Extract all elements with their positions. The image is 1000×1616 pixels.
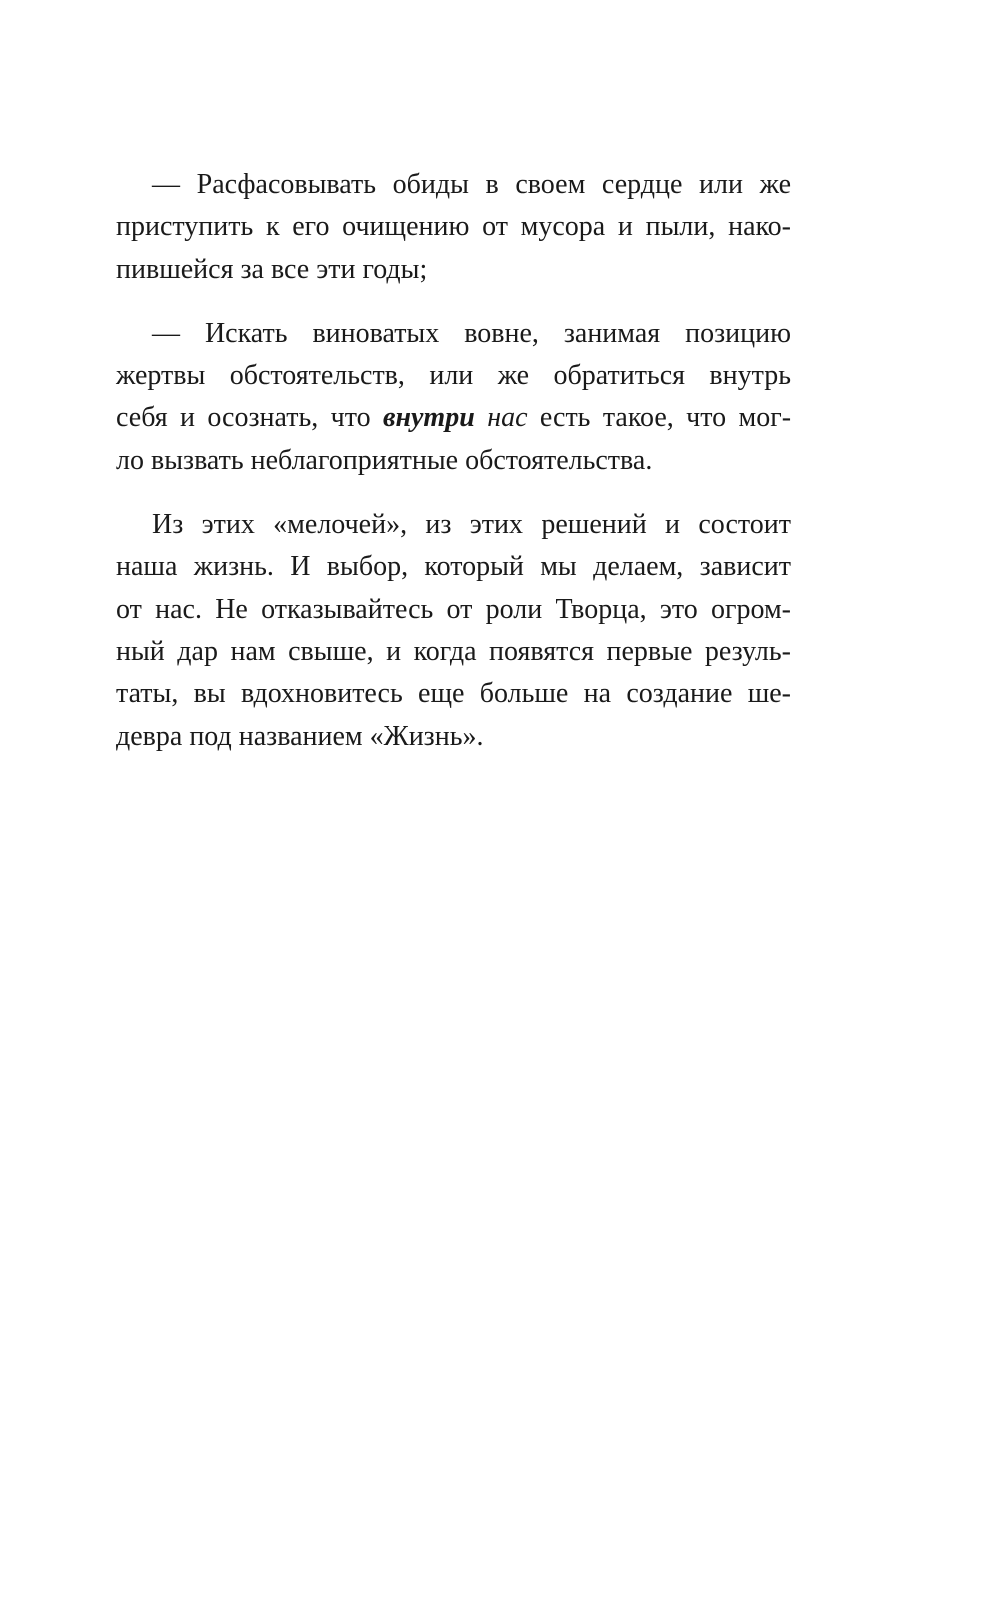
text-line: Из этих «мелочей», из этих решений и состоит — [152, 509, 791, 541]
text-line: ный дар нам свыше, и когда появятся первые резуль- — [116, 635, 791, 667]
text-line: наша жизнь. И выбор, который мы делаем, зависит — [116, 551, 791, 583]
text-line: ло вызвать неблагоприятные обстоятельства. — [116, 444, 653, 476]
text-line: девра под названием «Жизнь». — [116, 720, 484, 752]
paragraph-gap — [116, 291, 791, 313]
text-run: есть такое, что мог- — [527, 402, 792, 434]
emphasis-bold-italic: внутри — [382, 402, 475, 434]
text-line: — Искать виноватых вовне, занимая позицию — [152, 317, 791, 349]
text-line: пившейся за все эти годы; — [116, 253, 428, 285]
text-line: от нас. Не отказывайтесь от роли Творца, это огром- — [116, 593, 791, 625]
text-line: жертвы обстоятельств, или же обратиться внутрь — [116, 360, 791, 392]
text-line: таты, вы вдохновитесь еще больше на создание ше- — [116, 678, 791, 710]
paragraph-gap — [116, 482, 791, 504]
text-run — [475, 402, 487, 433]
paragraph-3 — [116, 504, 791, 758]
text-line: — Расфасовывать обиды в своем сердце или же — [152, 169, 791, 200]
text-run: себя и осознать, что — [116, 402, 383, 434]
text-line: приступить к его очищению от мусора и пыли, нако- — [116, 211, 791, 243]
paragraph-2 — [116, 313, 791, 482]
body-text — [116, 164, 791, 758]
emphasis-italic: нас — [487, 402, 528, 434]
text-line-emphasis — [116, 397, 791, 439]
paragraph-1 — [116, 164, 791, 291]
